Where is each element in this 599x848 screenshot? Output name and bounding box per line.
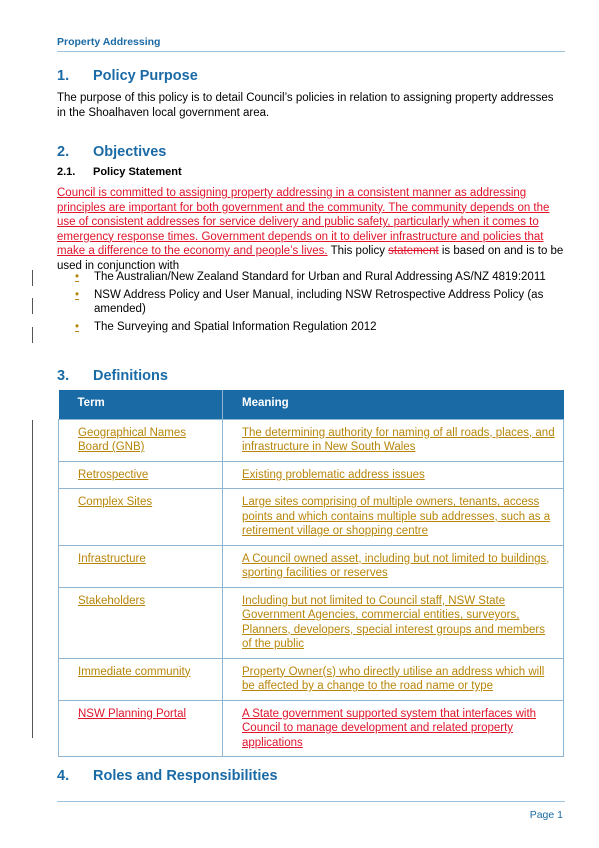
- section-4-heading: [57, 768, 278, 784]
- inserted-statement-text: Council is committed to assigning property addressing in a consistent manner as addressing principles are important for both government and the community. The community depends on the use of consistent addresses for service delivery and public safety, particularly when it comes to emergency response times. Government depends on it to deliver infrastructure and policies that make a difference to the economy and people’s lives.: [57, 187, 550, 257]
- section-2-1-heading: [57, 166, 182, 178]
- meaning-cell: A Council owned asset, including but not limited to buildings, sporting facilities or reserves: [223, 545, 564, 587]
- bullet-marker: •: [75, 288, 80, 301]
- section-4-title: Roles and Responsibilities: [93, 768, 278, 784]
- term-cell: NSW Planning Portal: [59, 700, 223, 757]
- term-cell: Infrastructure: [59, 545, 223, 587]
- change-bar: [32, 270, 33, 286]
- section-4-number: 4.: [57, 768, 70, 784]
- meaning-cell: A State government supported system that interfaces with Council to manage development and related property applications: [223, 700, 564, 757]
- meaning-cell: Property Owner(s) who directly utilise an address which will be affected by a change to the road name or type: [223, 658, 564, 700]
- column-header-term: Term: [59, 390, 223, 419]
- reference-list: [75, 270, 555, 337]
- term-cell: Retrospective: [59, 461, 223, 489]
- page-header-title: Property Addressing: [57, 36, 161, 48]
- list-item: [75, 320, 555, 335]
- list-item-text: NSW Address Policy and User Manual, including NSW Retrospective Address Policy (as amended): [94, 288, 544, 315]
- section-3-heading: [57, 368, 168, 384]
- term-cell: Immediate community: [59, 658, 223, 700]
- table-row: [59, 419, 564, 461]
- table-header-row: [59, 390, 564, 419]
- table-row: [59, 658, 564, 700]
- table-row: [59, 700, 564, 757]
- meaning-cell: The determining authority for naming of all roads, places, and infrastructure in New South Wales: [223, 419, 564, 461]
- footer-rule: [57, 801, 565, 802]
- column-header-meaning: Meaning: [223, 390, 564, 419]
- section-3-number: 3.: [57, 368, 70, 384]
- table-row: [59, 587, 564, 658]
- term-cell: Complex Sites: [59, 489, 223, 546]
- term-cell: Geographical Names Board (GNB): [59, 419, 223, 461]
- bullet-marker: •: [75, 320, 80, 333]
- section-2-1-title: Policy Statement: [93, 166, 182, 178]
- section-1-number: 1.: [57, 68, 70, 84]
- table-row: [59, 461, 564, 489]
- section-2-heading: [57, 144, 166, 160]
- change-bar: [32, 298, 33, 314]
- change-bar: [32, 327, 33, 343]
- list-item: [75, 270, 555, 285]
- section-1-title: Policy Purpose: [93, 68, 198, 84]
- deleted-word: statement: [388, 245, 439, 257]
- meaning-cell: Existing problematic address issues: [223, 461, 564, 489]
- policy-statement-paragraph: [57, 186, 565, 273]
- list-item-text: The Surveying and Spatial Information Regulation 2012: [94, 320, 377, 333]
- section-3-title: Definitions: [93, 368, 168, 384]
- meaning-cell: Large sites comprising of multiple owners, tenants, access points and which contains multiple sub addresses, such as a retirement village or shopping centre: [223, 489, 564, 546]
- statement-text-b: is based on and is to be used in conjunction with: [57, 245, 564, 272]
- term-cell: Stakeholders: [59, 587, 223, 658]
- header-rule: [57, 51, 565, 52]
- section-2-title: Objectives: [93, 144, 167, 160]
- statement-text-a: This policy: [327, 245, 389, 257]
- table-row: [59, 489, 564, 546]
- table-row: [59, 545, 564, 587]
- section-1-heading: [57, 68, 198, 84]
- list-item-text: The Australian/New Zealand Standard for Urban and Rural Addressing AS/NZ 4819:2011: [94, 271, 546, 283]
- bullet-marker: •: [75, 271, 80, 283]
- section-2-1-number: 2.1.: [57, 166, 76, 178]
- meaning-cell: Including but not limited to Council staff, NSW State Government Agencies, commercial entities, surveyors, Planners, developers, special interest groups and members of the public: [223, 587, 564, 658]
- section-2-number: 2.: [57, 144, 70, 160]
- definitions-table: [58, 390, 564, 757]
- purpose-paragraph: The purpose of this policy is to detail Council’s policies in relation to assigning property addresses in the Shoalhaven local government area.: [57, 92, 554, 119]
- list-item: [75, 288, 555, 317]
- change-bar: [32, 420, 33, 738]
- page-number: Page 1: [529, 809, 563, 821]
